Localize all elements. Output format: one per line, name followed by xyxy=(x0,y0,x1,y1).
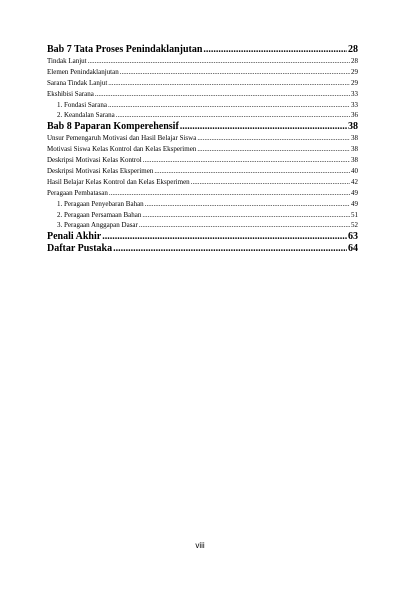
toc-leader-dots xyxy=(191,177,350,188)
toc-leader-dots xyxy=(197,133,350,144)
toc-entry-label: 1. Peragaan Penyebaran Bahan xyxy=(57,199,144,208)
toc-entry-label: Motivasi Siswa Kelas Kontrol dan Kelas Eksperimen xyxy=(47,145,197,154)
toc-leader-dots xyxy=(203,44,347,56)
toc-entry xyxy=(47,177,358,188)
toc-leader-dots xyxy=(197,144,350,155)
toc-entry-page: 29 xyxy=(351,78,358,87)
toc-entry-label: Bab 7 Tata Proses Penindaklanjutan xyxy=(47,44,203,55)
toc-entry-label: 2. Keandalan Sarana xyxy=(57,111,115,120)
toc-leader-dots xyxy=(102,231,347,243)
toc-entry xyxy=(47,121,358,133)
toc-leader-dots xyxy=(95,89,350,100)
toc-entry-page: 38 xyxy=(351,156,358,165)
toc-leader-dots xyxy=(142,210,350,221)
toc-entry xyxy=(47,144,358,155)
toc-entry-label: Sarana Tindak Lanjut xyxy=(47,78,108,87)
toc-entry-page: 63 xyxy=(348,231,358,243)
toc-subentry xyxy=(47,210,358,221)
toc-entry xyxy=(47,231,358,243)
toc-entry-page: 49 xyxy=(351,199,358,208)
toc-entry-page: 42 xyxy=(351,177,358,186)
toc-leader-dots xyxy=(145,199,350,210)
toc-leader-dots xyxy=(113,243,347,255)
toc-entry xyxy=(47,166,358,177)
toc-entry-page: 52 xyxy=(351,221,358,230)
toc-subentry xyxy=(47,220,358,231)
toc-entry-page: 28 xyxy=(351,57,358,65)
toc-leader-dots xyxy=(108,78,350,89)
toc-entry-label: Peragaan Pembatasan xyxy=(47,188,108,197)
toc-entry xyxy=(47,56,358,67)
toc-entry-label: Deskripsi Motivasi Kelas Eksperimen xyxy=(47,167,154,176)
toc-entry-label: Unsur Pemengaruh Motivasi dan Hasil Belajar Siswa xyxy=(47,134,197,143)
toc-entry-label: Bab 8 Paparan Komperehensif xyxy=(47,121,179,133)
toc-leader-dots xyxy=(108,100,350,111)
toc-entry-page: 64 xyxy=(348,243,358,255)
toc-leader-dots xyxy=(154,166,350,177)
toc-leader-dots xyxy=(88,56,350,67)
toc-entry xyxy=(47,78,358,89)
toc-entry-label: Ekshibisi Sarana xyxy=(47,89,94,98)
toc-leader-dots xyxy=(109,188,350,199)
toc-entry-page: 49 xyxy=(351,188,358,197)
toc-entry xyxy=(47,67,358,78)
toc-entry-page: 33 xyxy=(351,100,358,109)
table-of-contents xyxy=(47,44,358,255)
toc-entry xyxy=(47,243,358,255)
toc-entry-label: 2. Peragaan Persamaan Bahan xyxy=(57,210,142,219)
toc-entry-page: 38 xyxy=(351,145,358,154)
toc-entry-page: 40 xyxy=(351,167,358,176)
toc-entry xyxy=(47,188,358,199)
toc-entry-label: 3. Peragaan Anggapan Dasar xyxy=(57,221,138,230)
toc-leader-dots xyxy=(120,67,350,78)
toc-subentry xyxy=(47,100,358,111)
toc-entry-label: Tindak Lanjut xyxy=(47,57,87,65)
toc-entry-page: 38 xyxy=(348,121,358,133)
toc-entry-page: 51 xyxy=(351,210,358,219)
toc-entry-label: Daftar Pustaka xyxy=(47,243,113,255)
toc-leader-dots xyxy=(143,155,350,166)
page-number: viii xyxy=(195,541,205,550)
toc-entry-page: 36 xyxy=(351,111,358,120)
toc-entry-page: 28 xyxy=(348,44,358,55)
toc-entry xyxy=(47,89,358,100)
toc-entry-label: Elemen Penindaklanjutan xyxy=(47,67,119,76)
toc-entry-label: Hasil Belajar Kelas Kontrol dan Kelas Eksperimen xyxy=(47,177,190,186)
toc-leader-dots xyxy=(139,220,350,231)
toc-entry-label: 1. Fondasi Sarana xyxy=(57,100,107,109)
toc-entry xyxy=(47,44,358,56)
toc-entry-page: 38 xyxy=(351,134,358,143)
toc-entry-page: 29 xyxy=(351,67,358,76)
toc-entry-label: Deskripsi Motivasi Kelas Kontrol xyxy=(47,156,142,165)
toc-leader-dots xyxy=(180,121,347,133)
toc-entry-label: Penali Akhir xyxy=(47,231,102,243)
toc-leader-dots xyxy=(116,110,350,121)
toc-entry xyxy=(47,155,358,166)
toc-entry xyxy=(47,133,358,144)
toc-entry-page: 33 xyxy=(351,89,358,98)
toc-subentry xyxy=(47,110,358,121)
toc-subentry xyxy=(47,199,358,210)
